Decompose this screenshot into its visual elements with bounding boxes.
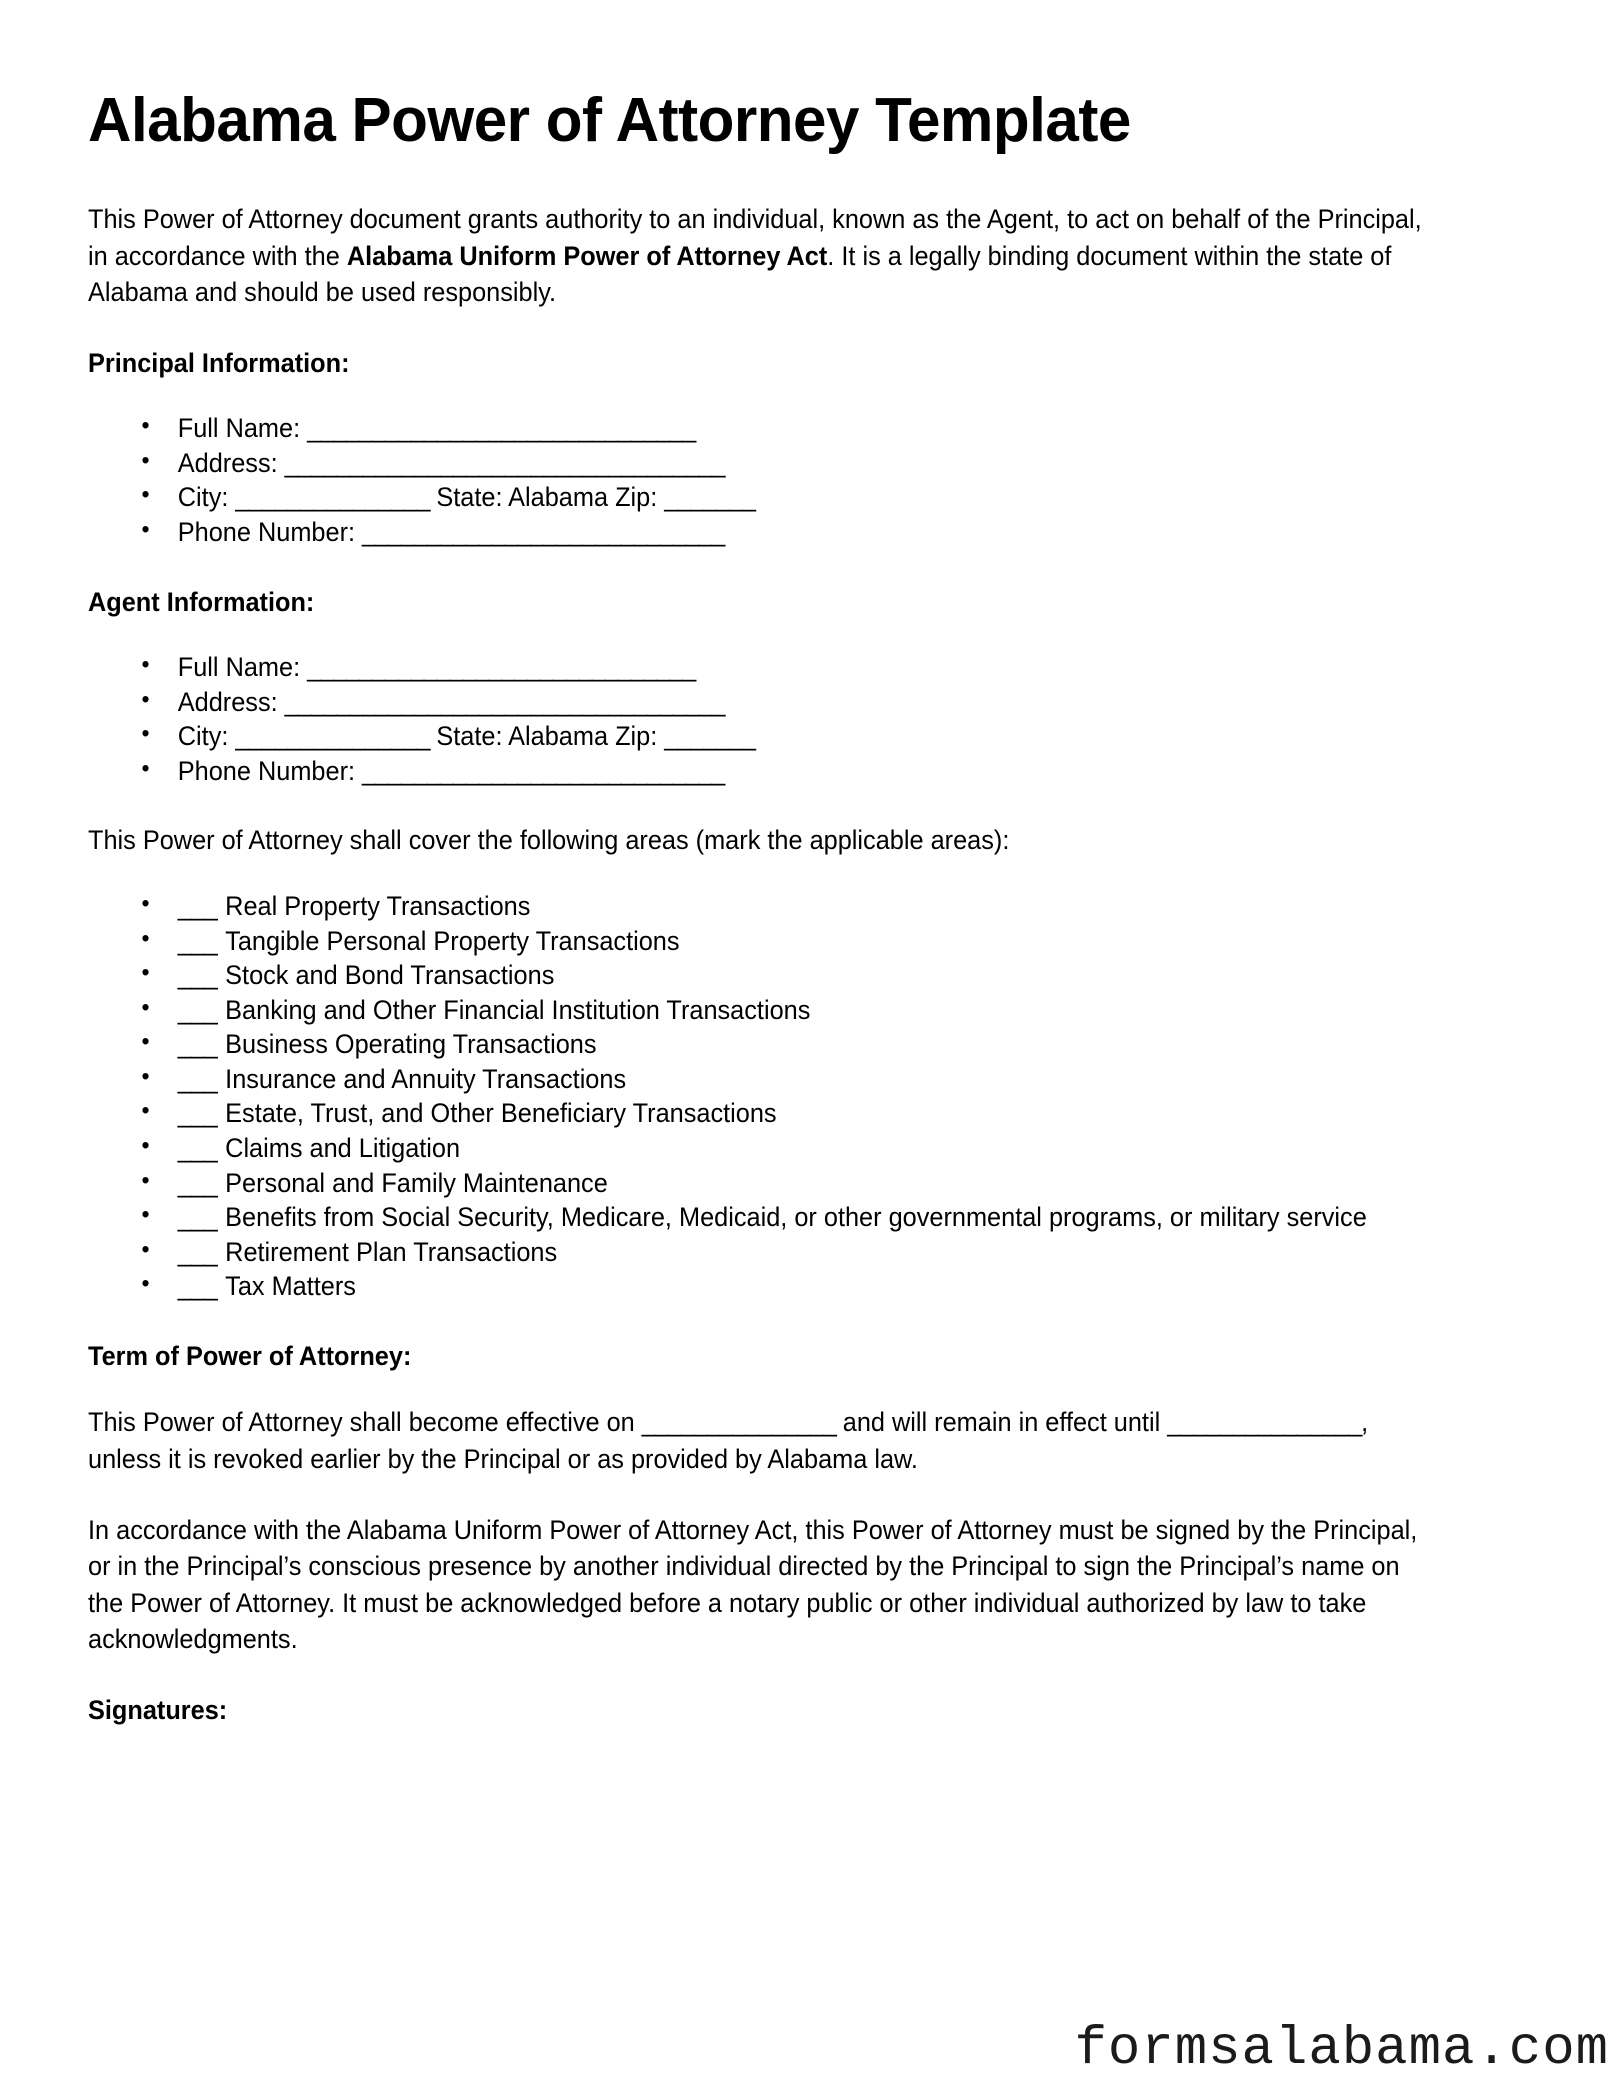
field-label: Address: xyxy=(177,686,285,717)
fill-in-blank-city[interactable]: _______________ xyxy=(235,721,430,752)
checkbox-blank[interactable]: ___ xyxy=(177,925,217,956)
list-item[interactable] xyxy=(134,993,1436,1028)
checkbox-blank[interactable]: ___ xyxy=(177,1133,217,1163)
list-item-label: Benefits from Social Security, Medicare, Medicaid, or other governmental programs, or military service xyxy=(225,1202,1367,1233)
agent-information-fields xyxy=(88,650,1436,788)
term-of-power-of-attorney-heading: Term of Power of Attorney: xyxy=(88,1340,412,1371)
fill-in-blank-zip[interactable]: _______ xyxy=(664,721,755,752)
fill-in-blank-zip[interactable]: _______ xyxy=(664,482,755,513)
list-item-label: Estate, Trust, and Other Beneficiary Transactions xyxy=(225,1098,777,1129)
field-label-state: State: Alabama Zip: xyxy=(429,482,665,513)
field-row-phone-number xyxy=(134,754,1436,789)
checkbox-blank[interactable]: ___ xyxy=(177,960,217,991)
list-item[interactable] xyxy=(134,1096,1436,1131)
list-item[interactable] xyxy=(134,958,1436,993)
term-text-part2: and will remain in effect until xyxy=(835,1407,1168,1438)
checkbox-blank[interactable]: ___ xyxy=(177,994,217,1025)
list-item-label: Retirement Plan Transactions xyxy=(225,1236,558,1267)
field-row-phone-number xyxy=(134,515,1436,550)
field-row-address xyxy=(134,446,1436,481)
list-item[interactable] xyxy=(134,1027,1436,1062)
fill-in-blank-end-date[interactable]: _______________ xyxy=(1167,1407,1362,1438)
fill-in-blank[interactable]: __________________________________ xyxy=(284,447,725,478)
field-label: Full Name: xyxy=(177,652,308,683)
principal-information-heading: Principal Information: xyxy=(88,347,350,378)
list-item-label: Personal and Family Maintenance xyxy=(225,1167,608,1198)
list-item[interactable] xyxy=(134,889,1436,924)
checkbox-blank[interactable]: ___ xyxy=(177,1236,217,1267)
fill-in-blank[interactable]: ____________________________ xyxy=(362,755,725,786)
list-item[interactable] xyxy=(134,1269,1436,1304)
principal-information-fields xyxy=(88,411,1436,549)
field-row-address xyxy=(134,685,1436,720)
list-item-label: Claims and Litigation xyxy=(225,1133,461,1163)
intro-bold-act-name: Alabama Uniform Power of Attorney Act xyxy=(346,240,828,271)
list-item-label: Banking and Other Financial Institution Transactions xyxy=(225,994,811,1025)
checkbox-blank[interactable]: ___ xyxy=(177,1167,217,1198)
field-label: Phone Number: xyxy=(177,516,363,547)
fill-in-blank[interactable]: ____________________________ xyxy=(362,516,725,547)
checkbox-blank[interactable]: ___ xyxy=(177,1029,217,1060)
agent-information-heading: Agent Information: xyxy=(88,586,315,617)
fill-in-blank[interactable]: __________________________________ xyxy=(284,686,725,717)
field-row-full-name xyxy=(134,411,1436,446)
checkbox-blank[interactable]: ___ xyxy=(177,1202,217,1233)
fill-in-blank-city[interactable]: _______________ xyxy=(235,482,430,513)
site-watermark: formsalabama.com xyxy=(1074,2019,1609,2080)
list-item[interactable] xyxy=(134,1062,1436,1097)
intro-text-part2: . It is a legally binding document within the state of Alabama and should be used responsibly. xyxy=(88,240,1392,308)
term-paragraph xyxy=(88,1404,1436,1477)
field-label-state: State: Alabama Zip: xyxy=(429,721,665,752)
coverage-areas-list xyxy=(88,889,1436,1304)
list-item[interactable] xyxy=(134,1166,1436,1201)
field-label: Address: xyxy=(177,447,285,478)
checkbox-blank[interactable]: ___ xyxy=(177,1271,217,1302)
field-label: City: xyxy=(177,482,236,513)
field-label: Full Name: xyxy=(177,413,308,444)
list-item-label: Tangible Personal Property Transactions xyxy=(225,925,680,956)
list-item[interactable] xyxy=(134,1200,1436,1235)
field-row-city-state-zip xyxy=(134,719,1436,754)
field-row-full-name xyxy=(134,650,1436,685)
intro-text-part1: This Power of Attorney document grants authority to an individual, known as the Agent, to act on behalf of the Principal, in accordance with the xyxy=(88,203,1422,271)
intro-paragraph xyxy=(88,201,1436,311)
fill-in-blank[interactable]: ______________________________ xyxy=(307,413,696,444)
field-row-city-state-zip xyxy=(134,480,1436,515)
list-item[interactable] xyxy=(134,1235,1436,1270)
list-item-label: Tax Matters xyxy=(225,1271,356,1302)
checkbox-blank[interactable]: ___ xyxy=(177,1063,217,1094)
list-item-label: Real Property Transactions xyxy=(225,890,531,921)
list-item-label: Stock and Bond Transactions xyxy=(225,960,555,991)
term-text-part1: This Power of Attorney shall become effective on xyxy=(88,1407,642,1438)
list-item[interactable] xyxy=(134,924,1436,959)
field-label: Phone Number: xyxy=(177,755,363,786)
fill-in-blank[interactable]: ______________________________ xyxy=(307,652,696,683)
page-title: Alabama Power of Attorney Template xyxy=(88,86,1131,155)
coverage-lead-paragraph: This Power of Attorney shall cover the following areas (mark the applicable areas): xyxy=(88,825,1010,856)
checkbox-blank[interactable]: ___ xyxy=(177,890,217,921)
list-item[interactable] xyxy=(134,1131,1436,1166)
list-item-label: Business Operating Transactions xyxy=(225,1029,597,1060)
term-text-part3: , unless it is revoked earlier by the Principal or as provided by Alabama law. xyxy=(88,1407,1369,1475)
signatures-heading: Signatures: xyxy=(88,1694,228,1725)
fill-in-blank-effective-date[interactable]: _______________ xyxy=(641,1407,836,1438)
field-label: City: xyxy=(177,721,236,752)
checkbox-blank[interactable]: ___ xyxy=(177,1098,217,1129)
acknowledgment-paragraph: In accordance with the Alabama Uniform Power of Attorney Act, this Power of Attorney must be signed by the Principal, or in the Principal’s conscious presence by another individual directed by the Principal to sign the Principal’s name on the Power of Attorney. It must be acknowledged before a notary public or other individual authorized by law to take acknowledgments. xyxy=(88,1514,1418,1655)
list-item-label: Insurance and Annuity Transactions xyxy=(225,1063,627,1094)
